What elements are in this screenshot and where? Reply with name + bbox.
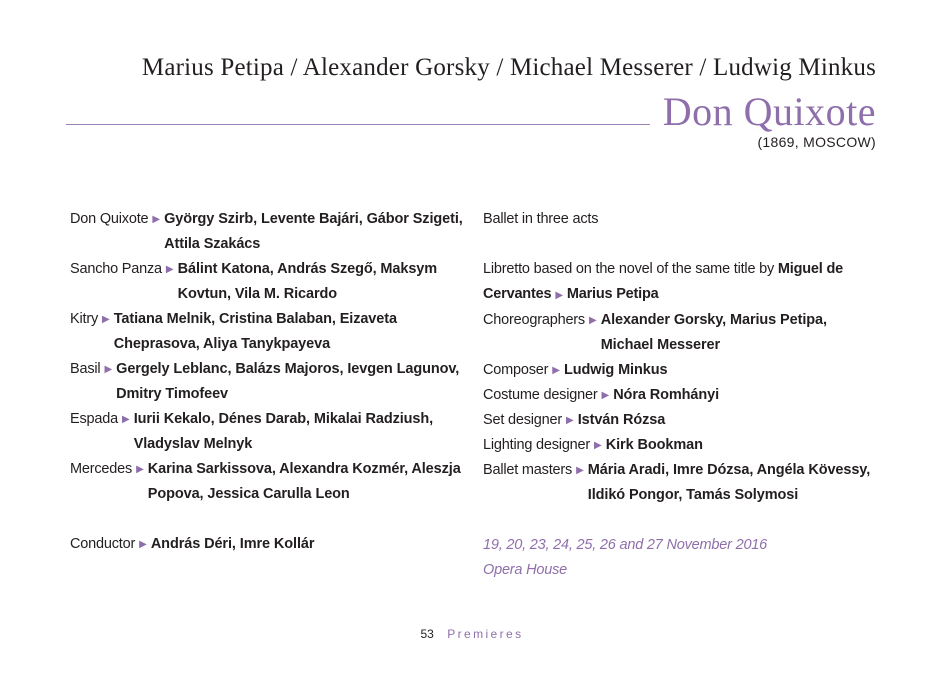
credit-names: István Rózsa (577, 412, 666, 428)
page-title: Don Quixote (662, 89, 876, 134)
right-triangle-icon: ▶ (594, 440, 602, 451)
credit-entry (483, 358, 883, 383)
acts-line: Ballet in three acts (483, 211, 599, 227)
credit-entry (483, 433, 883, 458)
right-triangle-icon: ▶ (102, 314, 110, 325)
conductor-entry (70, 532, 470, 557)
credit-names: Mária Aradi, Imre Dózsa, Angéla Kövessy, Ildikó Pongor, Tamás Solymosi (587, 462, 871, 503)
cast-entry (70, 207, 470, 257)
cast-names: Gergely Leblanc, Balázs Majoros, Ievgen Lagunov, Dmitry Timofeev (116, 361, 460, 402)
cast-entry (70, 357, 470, 407)
cast-names: Karina Sarkissova, Alexandra Kozmér, Aleszja Popova, Jessica Carulla Leon (147, 461, 461, 502)
conductor-role: Conductor (70, 536, 136, 552)
right-triangle-icon: ▶ (104, 364, 113, 375)
premiere-subtitle: (1869, MOSCOW) (757, 134, 876, 150)
libretto-line (483, 257, 883, 308)
cast-role: Basil (70, 361, 101, 377)
right-triangle-icon: ▶ (576, 465, 584, 476)
spacer (483, 232, 883, 257)
cast-role: Espada (70, 411, 118, 427)
credit-role: Choreographers (483, 312, 585, 328)
credit-entry (483, 308, 883, 358)
credit-entry (483, 383, 883, 408)
cast-names: György Szirb, Levente Bajári, Gábor Szigeti, Attila Szakács (164, 211, 463, 252)
cast-role: Mercedes (70, 461, 133, 477)
page-number: 53 (420, 627, 434, 641)
credit-role: Set designer (483, 412, 563, 428)
section-name: Premieres (447, 627, 524, 641)
page-footer (0, 627, 944, 641)
performance-venue: Opera House (483, 562, 568, 578)
right-triangle-icon: ▶ (555, 290, 563, 301)
libretto-author: Miguel de Cervantes (483, 261, 843, 302)
cast-names: Bálint Katona, András Szegő, Maksym Kovtun, Vila M. Ricardo (177, 261, 438, 302)
libretto-prefix: Libretto based on the novel of the same title by (483, 261, 778, 277)
right-triangle-icon: ▶ (589, 315, 597, 326)
conductor-names: András Déri, Imre Kollár (150, 536, 315, 552)
cast-entry (70, 307, 470, 357)
right-triangle-icon: ▶ (165, 264, 174, 275)
right-triangle-icon: ▶ (152, 214, 161, 225)
cast-entry (70, 407, 470, 457)
creators-line: Marius Petipa / Alexander Gorsky / Michael Messerer / Ludwig Minkus (141, 54, 876, 81)
credit-role: Costume designer (483, 387, 598, 403)
libretto-adapter: Marius Petipa (566, 286, 659, 302)
credit-entry (483, 408, 883, 433)
right-triangle-icon: ▶ (136, 464, 144, 475)
cast-role: Don Quixote (70, 211, 149, 227)
cast-names: Iurii Kekalo, Dénes Darab, Mikalai Radziush, Vladyslav Melnyk (133, 411, 434, 452)
cast-entry (70, 257, 470, 307)
right-triangle-icon: ▶ (566, 415, 574, 426)
cast-entry (70, 457, 470, 507)
cast-names: Tatiana Melnik, Cristina Balaban, Eizaveta Cheprasova, Aliya Tanykpayeva (113, 311, 397, 352)
performance-dates: 19, 20, 23, 24, 25, 26 and 27 November 2016 (483, 537, 768, 553)
credit-role: Lighting designer (483, 437, 591, 453)
spacer (483, 508, 883, 533)
spacer (70, 507, 470, 532)
title-rule (66, 124, 650, 125)
production-column (483, 207, 883, 583)
credit-role: Ballet masters (483, 462, 573, 478)
cast-role: Kitry (70, 311, 99, 327)
right-triangle-icon: ▶ (121, 414, 130, 425)
right-triangle-icon: ▶ (552, 365, 560, 376)
credit-names: Ludwig Minkus (564, 362, 668, 378)
credit-names: Kirk Bookman (605, 437, 703, 453)
right-triangle-icon: ▶ (139, 539, 147, 550)
credit-entry (483, 458, 883, 508)
credit-names: Alexander Gorsky, Marius Petipa, Michael Messerer (600, 312, 827, 353)
cast-column (70, 207, 470, 557)
credit-names: Nóra Romhányi (613, 387, 720, 403)
right-triangle-icon: ▶ (601, 390, 610, 401)
credit-role: Composer (483, 362, 549, 378)
cast-role: Sancho Panza (70, 261, 162, 277)
